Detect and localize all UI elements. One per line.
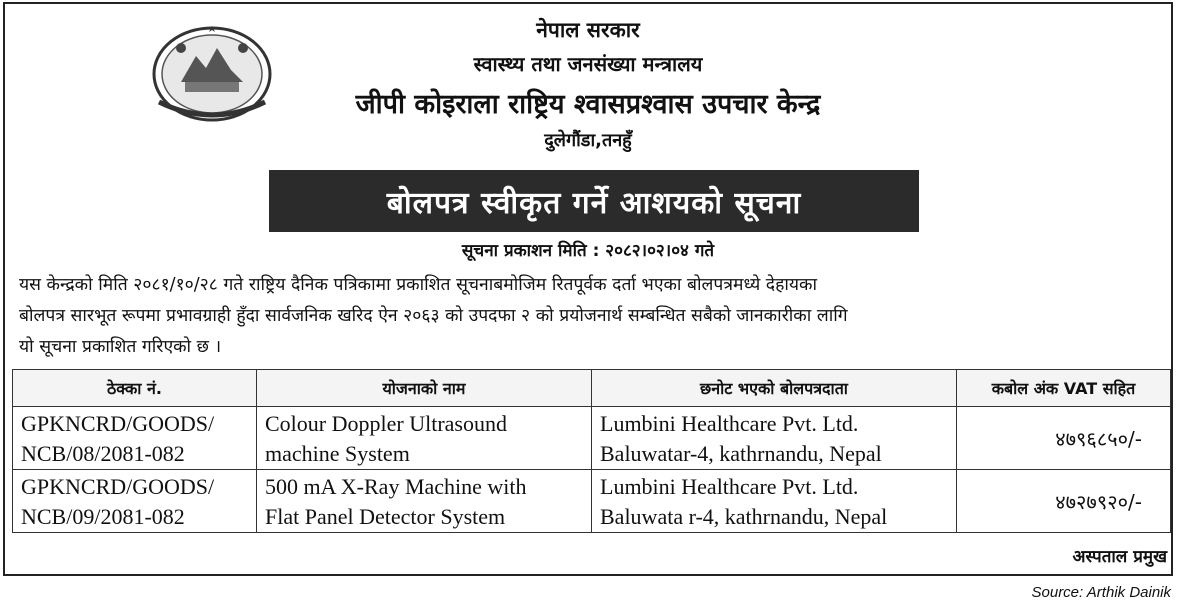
header-project-name: योजनाको नाम bbox=[257, 370, 592, 407]
project-name-line: Colour Doppler Ultrasound bbox=[265, 411, 507, 436]
header-bid-amount: कबोल अंक VAT सहित bbox=[957, 370, 1171, 407]
header-selected-bidder: छनोट भएको बोलपत्रदाता bbox=[592, 370, 957, 407]
body-line: यस केन्द्रको मिति २०८१/१०/२८ गते राष्ट्रिय दैनिक पत्रिकामा प्रकाशित सूचनाबमोजिम रितपूर्वक दर्ता भएका बोलपत्रमध्ये देहायका bbox=[19, 275, 818, 295]
notice-title-banner: बोलपत्र स्वीकृत गर्ने आशयको सूचना bbox=[269, 170, 919, 232]
table-row bbox=[13, 407, 1171, 470]
center-name: जीपी कोइराला राष्ट्रिय श्वासप्रश्वास उपचार केन्द्र bbox=[355, 89, 821, 120]
ministry-name: स्वास्थ्य तथा जनसंख्या मन्त्रालय bbox=[473, 52, 703, 76]
center-location: दुलेगौंडा,तनहुँ bbox=[544, 130, 632, 151]
government-name: नेपाल सरकार bbox=[536, 18, 640, 42]
table-row bbox=[13, 470, 1171, 533]
contract-no-line: NCB/09/2081-082 bbox=[21, 504, 185, 529]
awarded-bids-table bbox=[12, 369, 1171, 533]
bidder-address: Baluwatar-4, kathrnandu, Nepal bbox=[600, 441, 882, 466]
contract-no-line: GPKNCRD/GOODS/ bbox=[21, 411, 215, 436]
project-name-line: machine System bbox=[265, 441, 410, 466]
bidder-cell bbox=[592, 407, 957, 470]
table-header-row bbox=[13, 370, 1171, 407]
publication-date: सूचना प्रकाशन मिति : २०८२।०२।०४ गते bbox=[461, 241, 715, 261]
bidder-name: Lumbini Healthcare Pvt. Ltd. bbox=[600, 474, 859, 499]
contract-no-cell bbox=[13, 407, 257, 470]
bidder-address: Baluwata r-4, kathrnandu, Nepal bbox=[600, 504, 888, 529]
contract-no-cell bbox=[13, 470, 257, 533]
signatory-title: अस्पताल प्रमुख bbox=[1072, 547, 1167, 567]
project-name-cell bbox=[257, 470, 592, 533]
bid-amount-cell: ४७९६८५०/- bbox=[957, 407, 1171, 470]
header-contract-no: ठेक्का नं. bbox=[13, 370, 257, 407]
body-line: बोलपत्र सारभूत रूपमा प्रभावग्राही हुँदा सार्वजनिक खरिद ऐन २०६३ को उपदफा २ को प्रयोजनार्थ सम्बन्धित सबैको जानकारीका लागि bbox=[19, 306, 848, 326]
body-line: यो सूचना प्रकाशित गरिएको छ । bbox=[19, 337, 222, 357]
project-name-line: 500 mA X-Ray Machine with bbox=[265, 474, 527, 499]
contract-no-line: NCB/08/2081-082 bbox=[21, 441, 185, 466]
project-name-line: Flat Panel Detector System bbox=[265, 504, 506, 529]
contract-no-line: GPKNCRD/GOODS/ bbox=[21, 474, 215, 499]
bid-amount-cell: ४७२७९२०/- bbox=[957, 470, 1171, 533]
source-credit: Source: Arthik Dainik bbox=[1031, 584, 1171, 601]
bidder-name: Lumbini Healthcare Pvt. Ltd. bbox=[600, 411, 859, 436]
bidder-cell bbox=[592, 470, 957, 533]
project-name-cell bbox=[257, 407, 592, 470]
notice-body bbox=[19, 270, 1163, 363]
